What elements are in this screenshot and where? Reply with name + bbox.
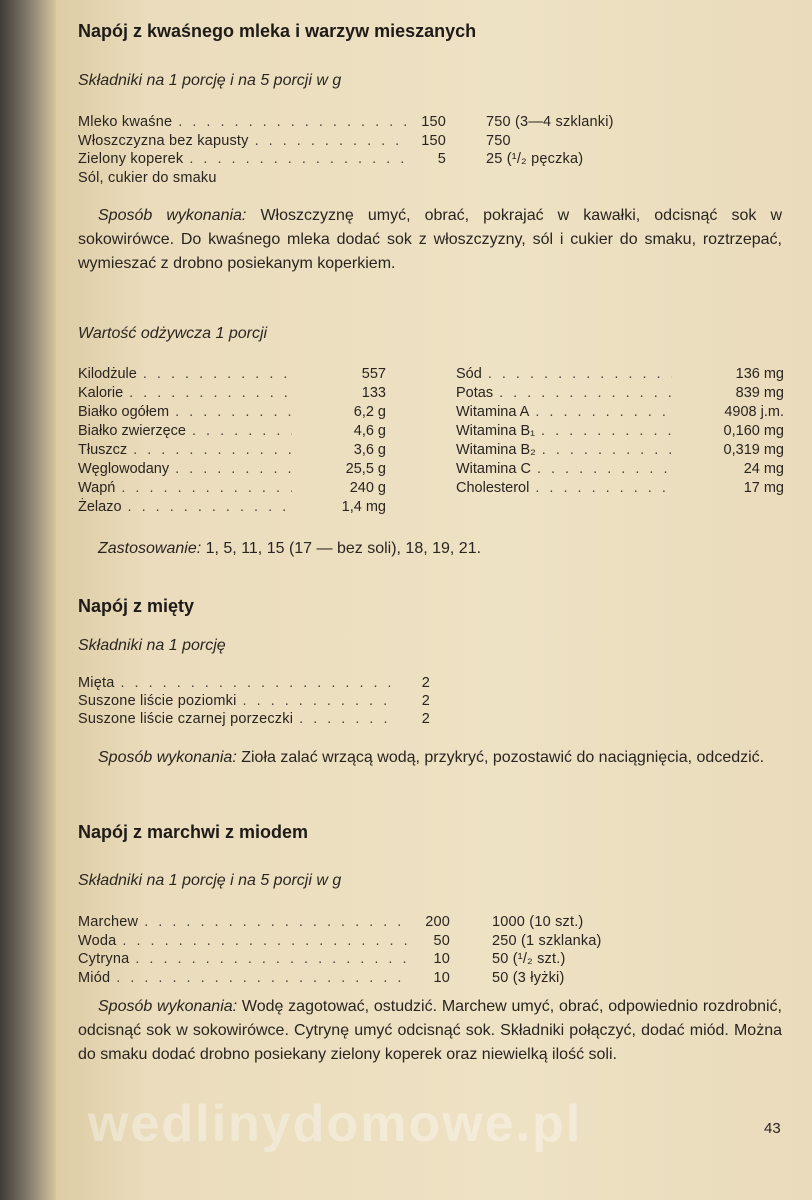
dot-leader [541,423,672,439]
nutrient-value: 24 mg [743,461,784,477]
ingredient-qty-one: 2 [421,675,430,691]
ingredient-qty-one: 2 [421,693,430,709]
ingredient-qty-one: 10 [433,951,450,967]
nutrient-value: 1,4 mg [341,499,386,515]
dot-leader [133,442,292,458]
dot-leader [299,711,390,727]
ingredient-name: Mleko kwaśne [78,114,173,130]
recipe1-nutrition-heading: Wartość odżywcza 1 porcji [78,325,268,342]
ingredient-name: Suszone liście czarnej porzeczki [78,711,294,727]
dot-leader [135,951,410,967]
ingredient-name: Cytryna [78,951,130,967]
recipe1-method [78,204,782,276]
ingredient-qty-one: 2 [421,711,430,727]
recipe1-method-text: Włoszczyznę umyć, obrać, pokrajać w kawałki, odcisnąć sok w sokowirówce. Do kwaśnego mleka dodać sok z włoszczyzny, sól i cukier do smaku, roztrzepać, wymieszać z drobno posiekanym koperkiem. [78,207,782,272]
dot-leader [255,133,406,149]
nutrient-value: 6,2 g [353,404,386,420]
ingredient-qty-five: 750 (3—4 szklanki) [486,114,614,130]
nutrient-name: Potas [456,385,494,401]
nutrient-name: Witamina B₂ [456,442,536,458]
nutrient-name: Witamina C [456,461,531,477]
dot-leader [175,461,292,477]
ingredient-qty-one: 150 [421,132,446,149]
dot-leader [128,499,292,515]
ingredient-name: Mięta [78,675,115,691]
recipe1-usage-label: Zastosowanie: [98,540,202,557]
ingredient-name: Sól, cukier do smaku [78,169,217,186]
nutrient-value: 0,319 mg [723,442,784,458]
nutrient-value: 557 [361,366,386,382]
nutrient-name: Kalorie [78,385,124,401]
recipe3-method-label: Sposób wykonania: [98,998,238,1015]
nutrient-value: 4,6 g [353,423,386,439]
dot-leader [189,151,406,167]
nutrient-value: 0,160 mg [723,423,784,439]
recipe1-ingredients-heading: Składniki na 1 porcję i na 5 porcji w g [78,72,342,89]
ingredient-name: Woda [78,932,117,949]
ingredient-name: Suszone liście poziomki [78,693,237,709]
nutrient-value: 17 mg [743,480,784,496]
recipe3-method-text: Wodę zagotować, ostudzić. Marchew umyć, obrać, odpowiednio rozdrobnić, odcisnąć sok w sokowirówce. Cytrynę umyć odcisnąć sok. Składniki połączyć, dodać miód. Można do smaku dodać drobno posiekany zielony koperek oraz niewielką ilość soli. [78,998,782,1063]
ingredient-name: Zielony koperek [78,151,184,167]
nutrient-value: 133 [361,385,386,401]
ingredient-qty-five: 250 (1 szklanka) [492,932,602,949]
watermark: wedlinydomowe.pl [88,1095,583,1153]
dot-leader [120,675,390,691]
nutrient-name: Witamina A [456,404,530,420]
recipe3-title: Napój z marchwi z miodem [78,822,309,842]
dot-leader [129,385,292,401]
ingredient-name: Włoszczyzna bez kapusty [78,132,249,149]
recipe1-title: Napój z kwaśnego mleka i warzyw mieszanych [78,21,477,41]
dot-leader [488,366,672,382]
nutrient-name: Węglowodany [78,461,170,477]
dot-leader [542,442,672,458]
nutrient-name: Wapń [78,480,116,496]
ingredient-name: Marchew [78,914,139,930]
nutrient-value: 839 mg [735,385,784,401]
recipe2-title: Napój z mięty [78,596,195,616]
ingredient-qty-one: 10 [433,969,450,986]
recipe2-method-text: Zioła zalać wrzącą wodą, przykryć, pozostawić do naciągnięcia, odcedzić. [236,749,765,766]
nutrient-name: Sód [456,366,482,382]
nutrient-name: Białko ogółem [78,404,170,420]
nutrient-name: Cholesterol [456,480,530,496]
recipe1-usage-text: 1, 5, 11, 15 (17 — bez soli), 18, 19, 21. [201,540,482,557]
nutrient-value: 240 g [349,480,386,496]
ingredient-qty-one: 150 [421,114,446,130]
dot-leader [143,366,292,382]
ingredient-qty-five: 750 [486,132,511,149]
nutrient-name: Witamina B₁ [456,423,536,439]
ingredient-qty-five: 50 (3 łyżki) [492,969,565,986]
recipe2-method [78,746,782,770]
ingredient-name: Miód [78,969,111,986]
dot-leader [192,423,292,439]
dot-leader [499,385,672,401]
ingredient-qty-one: 50 [433,932,450,949]
dot-leader [178,114,406,130]
nutrient-value: 4908 j.m. [724,404,784,420]
dot-leader [144,914,410,930]
dot-leader [121,480,292,496]
recipe3-ingredients-heading: Składniki na 1 porcję i na 5 porcji w g [78,872,342,889]
recipe1-usage [98,537,788,561]
nutrient-value: 136 mg [735,366,784,382]
recipe1-method-label: Sposób wykonania: [98,207,247,224]
dot-leader [175,404,292,420]
dot-leader [243,693,390,709]
dot-leader [122,933,410,949]
recipe2-method-label: Sposób wykonania: [98,749,237,766]
ingredient-qty-one: 200 [425,914,450,930]
dot-leader [535,404,672,420]
nutrient-name: Kilodżule [78,366,137,382]
dot-leader [116,970,410,986]
dot-leader [535,480,672,496]
ingredient-qty-five: 50 (¹/₂ szt.) [492,951,566,967]
recipe3-method [78,995,782,1067]
nutrient-name: Tłuszcz [78,442,128,458]
page-number: 43 [764,1120,781,1137]
nutrient-name: Żelazo [78,499,122,515]
recipe2-ingredients-heading: Składniki na 1 porcję [78,637,226,654]
nutrient-value: 25,5 g [345,461,386,477]
nutrient-name: Białko zwierzęce [78,423,186,439]
ingredient-qty-one: 5 [437,151,446,167]
nutrient-value: 3,6 g [353,442,386,458]
ingredient-qty-five: 1000 (10 szt.) [492,914,584,930]
book-spine-shadow [0,0,56,1200]
dot-leader [537,461,672,477]
ingredient-qty-five: 25 (¹/₂ pęczka) [486,151,584,167]
